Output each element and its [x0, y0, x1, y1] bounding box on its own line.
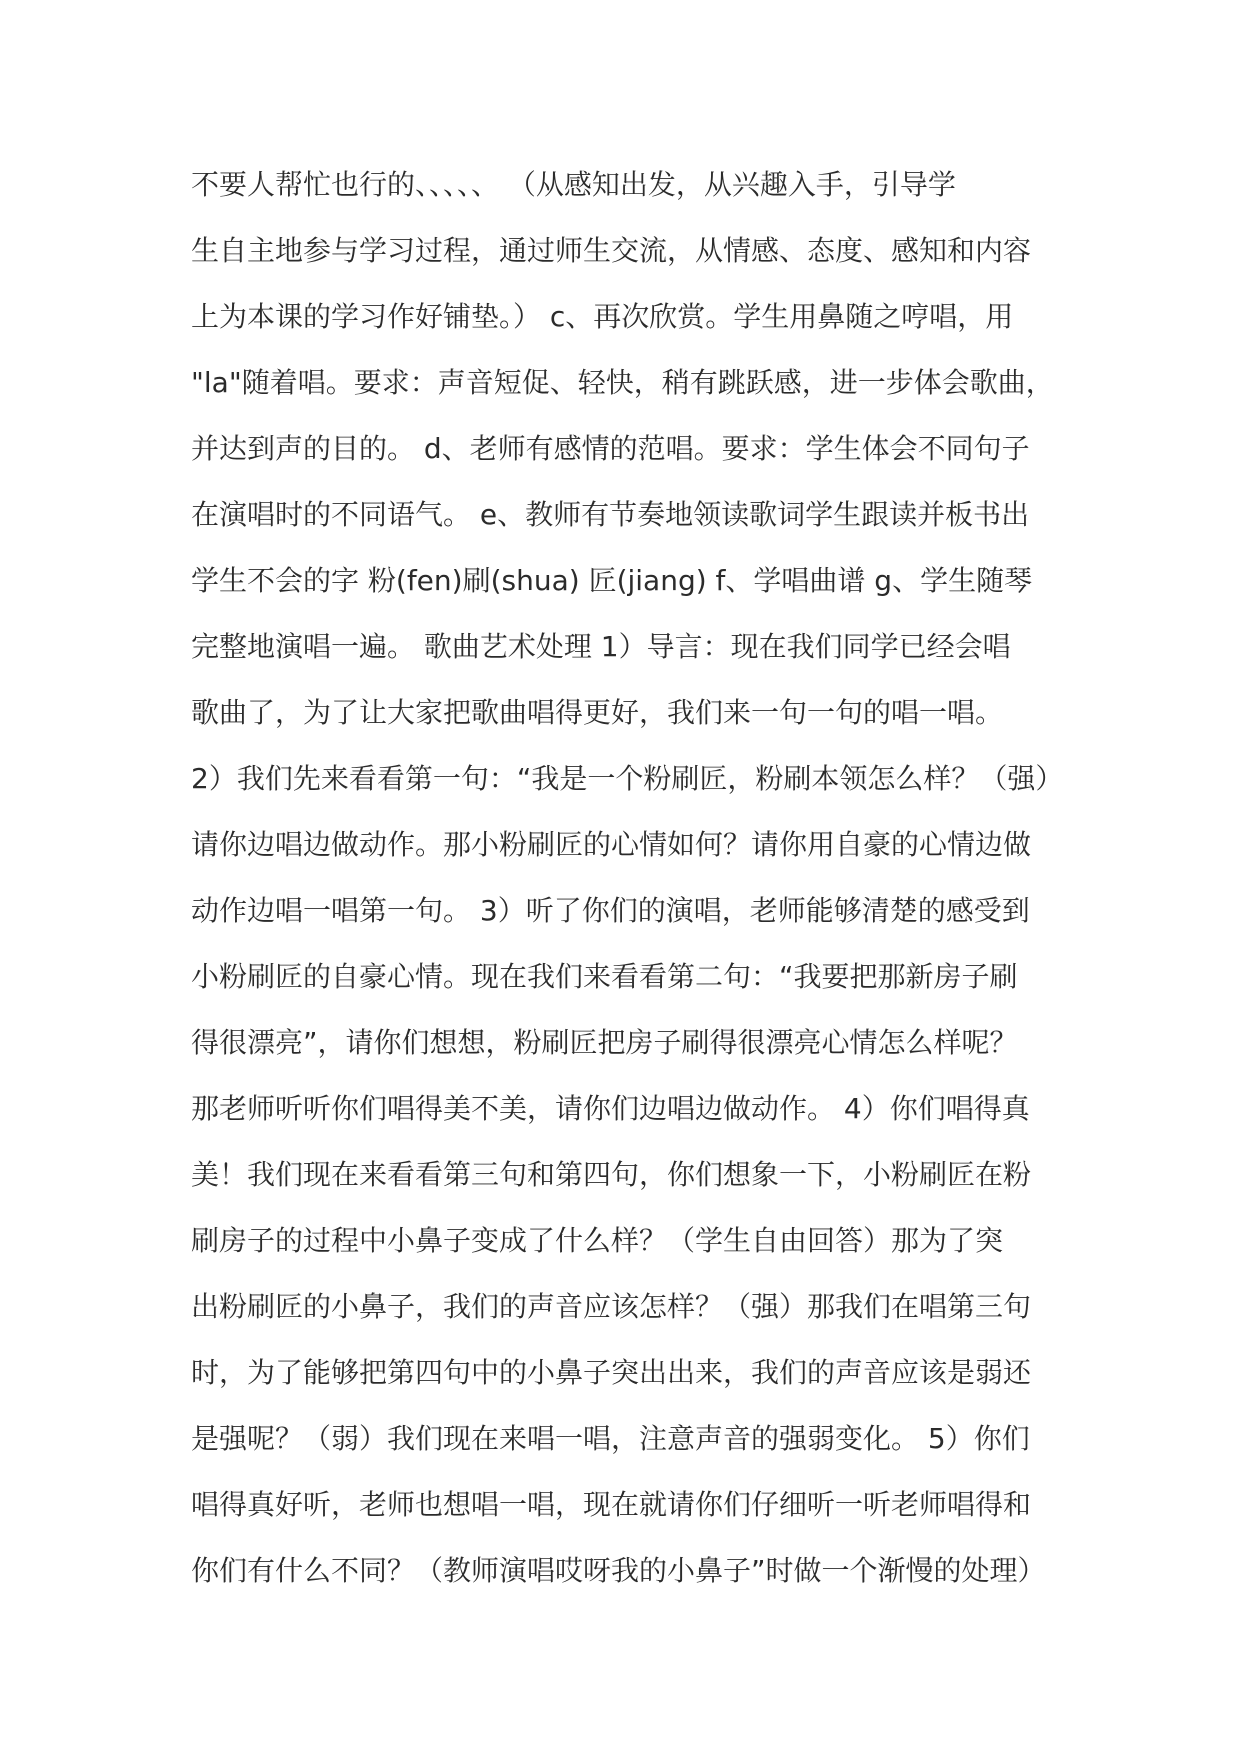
text-line: 在演唱时的不同语气。 e、教师有节奏地领读歌词学生跟读并板书出 [191, 498, 1030, 531]
text-line: 不要人帮忙也行的、、、、、 （从感知出发，从兴趣入手，引导学 [191, 168, 956, 201]
text-line: 生自主地参与学习过程，通过师生交流，从情感、态度、感知和内容 [191, 234, 1032, 267]
text-line: 完整地演唱一遍。 歌曲艺术处理 1）导言：现在我们同学已经会唱 [191, 630, 1011, 663]
text-line: 时，为了能够把第四句中的小鼻子突出出来，我们的声音应该是弱还 [191, 1356, 1032, 1389]
text-line: 刷房子的过程中小鼻子变成了什么样？（学生自由回答）那为了突 [191, 1224, 1004, 1257]
text-line: 动作边唱一唱第一句。 3）听了你们的演唱，老师能够清楚的感受到 [191, 894, 1030, 927]
text-line: 学生不会的字 粉(fen)刷(shua) 匠(jiang) f、学唱曲谱 g、学生随琴 [191, 564, 1033, 597]
text-line: 出粉刷匠的小鼻子，我们的声音应该怎样？（强）那我们在唱第三句 [191, 1290, 1032, 1323]
body-text [191, 152, 1071, 1604]
text-line: "la"随着唱。要求：声音短促、轻快，稍有跳跃感，进一步体会歌曲， [191, 366, 1054, 399]
text-line: 那老师听听你们唱得美不美，请你们边唱边做动作。 4）你们唱得真 [191, 1092, 1030, 1125]
text-line: 是强呢？（弱）我们现在来唱一唱，注意声音的强弱变化。 5）你们 [191, 1422, 1030, 1455]
text-line: 小粉刷匠的自豪心情。现在我们来看看第二句：“我要把那新房子刷 [191, 960, 1018, 993]
text-line: 2）我们先来看看第一句：“我是一个粉刷匠，粉刷本领怎么样？（强） [191, 762, 1064, 795]
text-line: 美！我们现在来看看第三句和第四句，你们想象一下，小粉刷匠在粉 [191, 1158, 1032, 1191]
text-line: 歌曲了，为了让大家把歌曲唱得更好，我们来一句一句的唱一唱。 [191, 696, 1004, 729]
text-line: 唱得真好听，老师也想唱一唱，现在就请你们仔细听一听老师唱得和 [191, 1488, 1032, 1521]
text-line: 并达到声的目的。 d、老师有感情的范唱。要求：学生体会不同句子 [191, 432, 1030, 465]
text-line: 请你边唱边做动作。那小粉刷匠的心情如何？请你用自豪的心情边做 [191, 828, 1032, 861]
text-line: 你们有什么不同？（教师演唱哎呀我的小鼻子”时做一个渐慢的处理） [191, 1554, 1046, 1587]
text-line: 上为本课的学习作好铺垫。） c、再次欣赏。学生用鼻随之哼唱，用 [191, 300, 1014, 333]
text-line: 得很漂亮”，请你们想想，粉刷匠把房子刷得很漂亮心情怎么样呢？ [191, 1026, 1018, 1059]
